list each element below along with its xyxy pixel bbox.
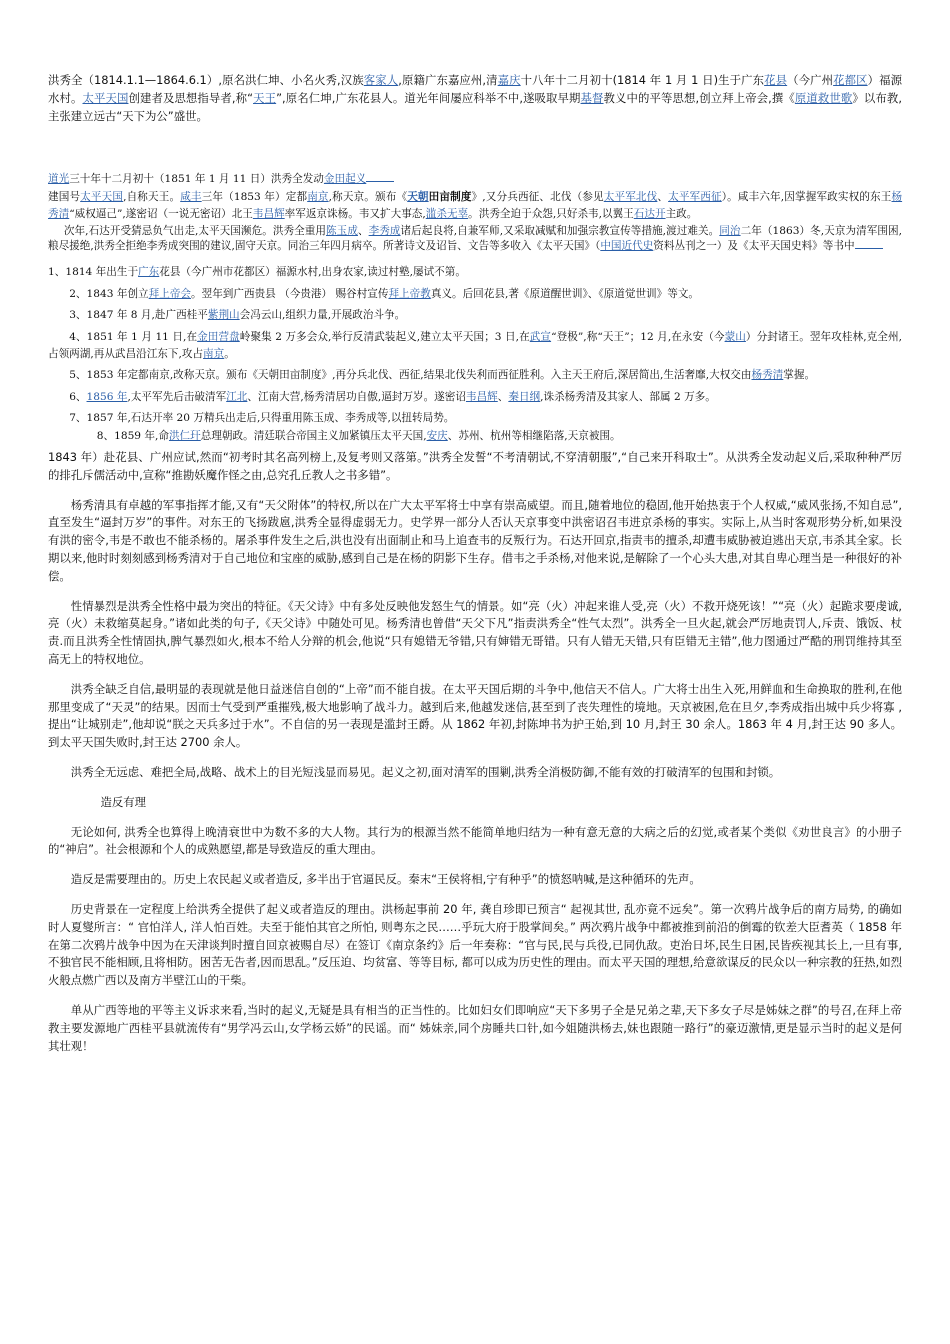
- link-yuandao[interactable]: 原道救世歌: [794, 90, 853, 105]
- summary-uprising: 道光三十年十二月初十（1851 年 1 月 11 日）洪秀全发动金田起义: [48, 171, 902, 188]
- link-shidakai[interactable]: 石达开: [633, 208, 666, 221]
- link-wuxuan[interactable]: 武宣: [529, 330, 552, 343]
- link-huadu[interactable]: 花都区: [833, 73, 868, 87]
- link-baishangdihui[interactable]: 拜上帝会: [148, 287, 192, 300]
- link-chenyucheng[interactable]: 陈玉成: [326, 224, 358, 237]
- timeline-list: [48, 264, 902, 445]
- link-lixiucheng[interactable]: 李秀成: [368, 224, 401, 237]
- link-baishangdijiao[interactable]: 拜上帝教: [388, 287, 431, 300]
- body-paragraph-8: 历史背景在一定程度上给洪秀全提供了起义或者造反的理由。洪杨起事前 20 年, 龚自珍即已预言“ 起视其世, 乱亦竟不远矣”。第一次鸦片战争后的南方局势, 的确如时人夏燮所言：“ 官怕洋人, 洋人怕百姓。夫至于能怕其官之所怕, 则粤东之民……乎玩大府于股掌间矣。” 两次鸦片战争中都被推到前沿的倒霉的钦差大臣耆英（ 1858 年在第二次鸦片战争中因为在天津谈判时擅自回京被赐自尽）在签订《南京条约》后一年奏称：“官与民,民与兵役,已同仇敌。吏治日坏,民生日困,民皆疾视其长上,一旦有事,不独官民不能相顾,且将相防。困苦无告者,因而思乱。”反压迫、均贫富、等等目标, 都可以成为历史性的理由。而太平天国的理想,给意欲谋反的民众以一种宗教的狂热,如烈火般点燃广西以及南方半壁江山的干柴。: [48, 902, 902, 988]
- timeline-item-6: 6、1856 年,太平军先后击破清军江北、江南大营,杨秀清居功自傲,逼封万岁。遂密诏韦昌辉、秦日纲,诛杀杨秀清及其家人、部属 2 万多。: [69, 390, 716, 403]
- document-page: [48, 72, 902, 1067]
- link-yangxiuqing-2[interactable]: 杨秀清: [751, 369, 784, 382]
- link-jidu[interactable]: 基督: [580, 90, 604, 105]
- body-paragraph-6: 无论如何, 洪秀全也算得上晚清衰世中为数不多的大人物。其行为的根源当然不能简单地归结为一种有意无意的大病之后的幻觉,或者某个类似《劝世良言》的小册子的“神启”。社会根源和个人的成熟愿望,都是导致造反的重大理由。: [48, 824, 902, 857]
- link-hakka[interactable]: 客家人: [363, 73, 399, 87]
- link-tianchao[interactable]: 天朝: [407, 190, 429, 203]
- link-weichanghui[interactable]: 韦昌辉: [252, 208, 285, 221]
- timeline-item-4: 4、1851 年 1 月 11 日,在金田营盘岭聚集 2 万多会众,举行反清武装起义,建立太平天国；3 日,在武宣“登极”,称“天王”；12 月,在永安（今蒙山）分封诸王。翌年攻桂林,克全州,占领两湖,再从武昌沿江东下,攻占南京。: [48, 330, 903, 361]
- body-paragraph-3: 性情暴烈是洪秀全性格中最为突出的特征。《天父诗》中有多处反映他发怒生气的情景。如“亮（火）冲起来谁人受,亮（火）不救开烧死该！”“亮（火）起跪求要虔诚,亮（火）未救缩莫起身。”诸如此类的句子,《天父诗》中随处可见。杨秀清也曾借“天父下凡”指责洪秀全“性气太烈”。洪秀全一旦火起,就会严厉地责罚人,斥责、饿饭、杖责.而且洪秀全性情固执,脾气暴烈如火,根本不给人分辩的机会,他说“只有媳错无爷错,只有婶错无哥错。只有人错无天错,只有臣错无主错”,他力图通过严酷的刑罚维持其至高无上的特权地位。: [48, 598, 902, 667]
- body-paragraph-1: 1843 年）赴花县、广州应试,然而“初考时其名高列榜上,及复考则又落第。”洪秀全发誓“不考清朝试,不穿清朝服”,“自己来开科取士”。从洪秀全发动起义后,采取种种严厉的排孔斥儒活动中,宣称“推勘妖魔作怪之由,总究孔丘教人之书多错”。: [48, 450, 902, 482]
- link-qinrigang[interactable]: 秦日纲: [508, 390, 541, 403]
- link-tianwang[interactable]: 天王: [253, 90, 277, 105]
- link-weichanghui-2[interactable]: 韦昌辉: [465, 390, 498, 403]
- timeline-item-1: 1、1814 年出生于广东花县（今广州市花都区）福源水村,出身农家,读过村塾,屡试不第。: [48, 266, 466, 279]
- body-paragraph-9: 单从广西等地的平等主义诉求来看,当时的起义,无疑是具有相当的正当性的。比如妇女们即响应“天下多男子全是兄弟之辈,天下多女子尽是姊妹之群”的号召,在拜上帝教主要发源地广西桂平县就流传有“男学冯云山,女学杨云娇”的民谣。而“ 姊妹亲,同个房睡共口针,如今姐随洪杨去,妹也跟随一路行”的豪迈激情,更是显示当时的起义是何其壮观！: [48, 1003, 902, 1053]
- link-anqing[interactable]: 安庆: [426, 429, 448, 442]
- link-xianfeng[interactable]: 咸丰: [180, 190, 202, 203]
- timeline-item-7: 7、1857 年,石达开率 20 万精兵出走后,只得重用陈玉成、李秀成等,以扭转局势。: [69, 412, 455, 425]
- link-jintianyingpan[interactable]: 金田营盘: [197, 330, 240, 343]
- body-paragraph-5: 洪秀全无远虑、难把全局,战略、战术上的目光短浅显而易见。起义之初,面对清军的围剿,洪秀全消极防御,不能有效的打破清军的包围和封锁。: [70, 765, 781, 780]
- link-underline-trail: [366, 172, 394, 182]
- timeline-item-3: 3、1847 年 8 月,赴广西桂平紫荆山会冯云山,组织力量,开展政治斗争。: [69, 309, 406, 322]
- link-mengshan[interactable]: 蒙山: [724, 330, 746, 343]
- timeline-item-8: 8、1859 年,命洪仁玕总理朝政。清廷联合帝国主义加紧镇压太平天国,安庆、苏州、杭州等相继陷落,天京被围。: [96, 429, 621, 442]
- summary-later: 次年,石达开受猜忌负气出走,太平天国濒危。洪秀全重用陈玉成、李秀成诸后起良将,自兼军师,又采取减赋和加强宗教宣传等措施,渡过难关。同治二年（1863）冬,天京为清军围困,粮尽援绝,洪秀全拒绝李秀成突围的建议,固守天京。同治三年四月病卒。所著诗文及诏旨、文告等多收入《太平天国》（中国近代史资料丛刊之一）及《太平天国史料》等书中: [48, 224, 903, 253]
- section-heading: 造反有理: [100, 794, 147, 809]
- timeline-item-5: 5、1853 年定都南京,改称天京。颁布《天朝田亩制度》,再分兵北伐、西征,结果北伐失利而西征胜利。入主天王府后,深居简出,生活奢靡,大权交由杨秀清掌握。: [69, 369, 816, 382]
- summary-founding: 建国号太平天国,自称天王。咸丰三年（1853 年）定都南京,称天京。颁布《天朝田亩制度》,又分兵西征、北伐（参见太平军北伐、太平军西征）。咸丰六年,因掌握军政实权的东王杨秀清“威权逼己”,遂密诏（一说无密诏）北王韦昌辉率军返京诛杨。韦又扩大事态,滥杀无辜。洪秀全迫于众怨,只好杀韦,以翼王石达开主政。: [48, 190, 903, 221]
- link-1856[interactable]: 1856 年: [86, 390, 128, 403]
- link-hongrengan[interactable]: 洪仁玕: [168, 429, 201, 442]
- timeline-item-2: 2、1843 年创立拜上帝会。翌年到广西贵县 （今贵港） 赐谷村宣传拜上帝教真义。后回花县,著《原道醒世训》、《原道觉世训》等文。: [69, 287, 700, 300]
- link-underline-trail-2: [855, 239, 883, 249]
- link-nanjing-2[interactable]: 南京: [203, 348, 225, 361]
- link-guangdong[interactable]: 广东: [138, 266, 160, 279]
- link-jiaqing[interactable]: 嘉庆: [497, 73, 521, 87]
- link-huaxian[interactable]: 花县: [764, 73, 788, 87]
- link-xizheng[interactable]: 太平军西征: [668, 190, 722, 203]
- body-paragraph-4: 洪秀全缺乏自信,最明显的表现就是他日益迷信自创的“上帝”而不能自拔。在太平天国后期的斗争中,他信天不信人。广大将士出生入死,用鲜血和生命换取的胜利,在他那里变成了“天灵”的结果。因而士气受到严重摧残,极大地影响了战斗力。越到后来,他越发迷信,甚至到了丧失理性的境地。天京被困,危在旦夕,李秀成指出城中兵少将寡 ,提出“让城别走”,他却说“朕之天兵多过于水”。不自信的另一表现是滥封王爵。从 1862 年初,封陈坤书为护王始,到 10 月,封王 30 余人。1863 年 4 月,封王达 90 多人。到太平天国失败时,封王达 2700 余人。: [48, 681, 902, 750]
- link-jindaishi[interactable]: 中国近代史: [600, 240, 654, 253]
- body-paragraph-2: 杨秀清具有卓越的军事指挥才能,又有“天父附体”的特权,所以在广大太平军将士中享有崇高威望。而且,随着地位的稳固,他开始热衷于个人权威,“威风张扬,不知自忌”,直至发生“逼封万岁”的事件。对东王的飞扬跋扈,洪秀全显得虚弱无力。史学界一部分人否认天京事变中洪密诏召韦进京杀杨的事实。实际上,从当时客观形势分析,如果没有洪的密令,韦是不敢也不能杀杨的。屠杀事件发生之后,洪也没有出面制止和马上追查韦的反叛行为。石达开回京,指责韦的擅杀,却遭韦威胁被迫逃出天京,韦杀其全家。长期以来,他时时刻刻感到杨秀清对于自己地位和宝座的威胁,感到自己是在杨的阴影下生存。借韦之手杀杨,对他来说,是解除了一个心头大患,对其自卑心理当是一种很好的补偿。: [48, 497, 902, 583]
- link-taiping-2[interactable]: 太平天国: [80, 190, 124, 203]
- link-daoguang[interactable]: 道光: [48, 173, 70, 186]
- body-paragraph-7: 造反是需要理由的。历史上农民起义或者造反, 多半出于官逼民反。秦末“王侯将相,宁有种乎”的愤怒呐喊,是这种循环的先声。: [70, 872, 701, 887]
- link-jintian[interactable]: 金田起义: [323, 173, 367, 186]
- link-beifa[interactable]: 太平军北伐: [603, 190, 658, 203]
- link-lanshawugu[interactable]: 滥杀无辜: [425, 208, 469, 221]
- link-jiangbei[interactable]: 江北: [226, 390, 248, 403]
- link-nanjing[interactable]: 南京: [307, 190, 329, 203]
- link-yangxiuqing[interactable]: 杨秀清: [48, 190, 903, 221]
- link-tongzhi[interactable]: 同治: [719, 224, 741, 237]
- link-taiping[interactable]: 太平天国: [82, 90, 129, 105]
- spacer: [48, 125, 902, 171]
- intro-paragraph: 洪秀全（1814.1.1—1864.6.1）,原名洪仁坤、小名火秀,汉族客家人,原籍广东嘉应州,清嘉庆十八年十二月初十(1814 年 1 月 1 日)生于广东花县（今广州花都区）福源水村。太平天国创建者及思想指导者,称“天王”,原名仁坤,广东花县人。道光年间屡应科举不中,遂吸取早期基督教义中的平等思想,创立拜上帝会,撰《原道救世歌》以布教,主张建立远古“天下为公”盛世。: [48, 73, 902, 123]
- link-zijingshan[interactable]: 紫荆山: [207, 309, 240, 322]
